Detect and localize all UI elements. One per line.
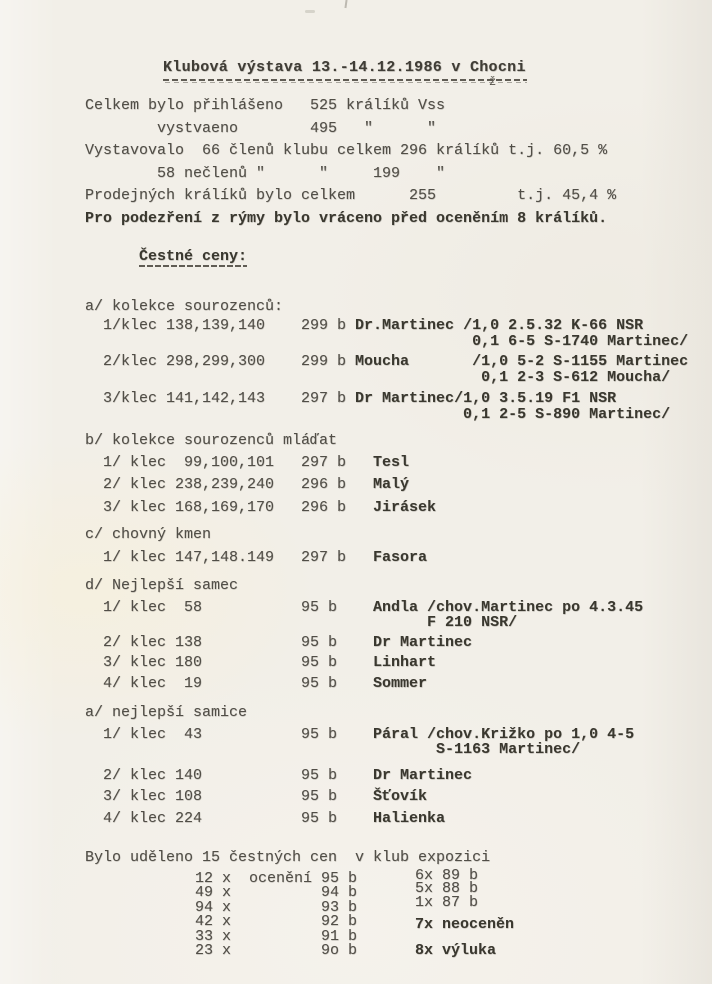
award-count-row: 33 x 91 b — [195, 927, 358, 945]
entry-row — [85, 811, 692, 827]
entry-left: 2/klec 298,299,300 299 b — [85, 353, 356, 370]
entry-name: Sommer — [373, 674, 428, 692]
entry-name: Andla /chov.Martinec po 4.3.45 — [373, 598, 644, 616]
entry-row — [85, 600, 692, 616]
entry-name: Páral /chov.Križko po 1,0 4-5 — [373, 725, 635, 743]
entry-name: Dr Martinec — [373, 766, 473, 784]
section-c — [85, 527, 692, 565]
title-underline — [163, 75, 527, 89]
entry-row — [85, 727, 692, 743]
entry-left: 3/klec 141,142,143 297 b — [85, 390, 356, 407]
entry-row — [85, 768, 692, 784]
entry-row — [85, 655, 692, 671]
entry-left: 2/ klec 138 95 b — [85, 633, 374, 651]
award-count-row: 94 x 93 b — [195, 898, 358, 916]
entry-name: Malý — [373, 476, 410, 493]
entry-left: 4/ klec 224 95 b — [85, 809, 374, 827]
stat-line: vystvaeno 495 " " — [85, 119, 437, 137]
section-e-heading: a/ nejlepší samice — [85, 704, 248, 721]
award-count-row: 49 x 94 b — [195, 884, 358, 902]
award-count-row: 42 x 92 b — [195, 913, 358, 931]
section-b — [85, 433, 692, 515]
entry-row — [85, 455, 692, 471]
entry-name: Jirásek — [373, 498, 437, 516]
stat-line: Vystavovalo 66 členů klubu celkem 296 králíků t.j. 60,5 % — [85, 142, 608, 159]
awards-table — [195, 866, 692, 960]
summary-stats — [85, 98, 692, 226]
award-extra-row: 1x 87 b — [415, 893, 479, 911]
entry-name: Dr Martinec — [373, 633, 473, 651]
section-e — [85, 705, 692, 826]
entry-name: Tesl — [373, 453, 410, 471]
entry-continuation: 0,1 2-5 S-890 Martinec/ — [85, 405, 671, 423]
section-b-heading: b/ kolekce sourozenců mláďat — [85, 432, 338, 449]
award-extra-row: 7x neoceněn — [415, 916, 515, 933]
entry-name: Šťovík — [373, 788, 428, 805]
entry-left: 1/ klec 43 95 b — [85, 725, 374, 743]
stat-line: Celkem bylo přihlášeno 525 králíků Vss — [85, 97, 446, 114]
entry-name: Moucha /1,0 5-2 S-1155 Martinec — [355, 353, 689, 370]
awards-summary-intro: Bylo uděleno 15 čestných cen v klub expozici — [85, 849, 491, 866]
stat-line: Pro podezření z rýmy bylo vráceno před oceněním 8 králíků. — [85, 209, 608, 227]
entry-left: 2/ klec 238,239,240 296 b — [85, 476, 374, 493]
entry-continuation: 0,1 2-3 S-612 Moucha/ — [85, 368, 671, 386]
entry-left: 3/ klec 168,169,170 296 b — [85, 498, 374, 516]
entry-continuation: F 210 NSR/ — [85, 614, 518, 631]
entry-row — [85, 676, 692, 692]
honors-heading: Čestné ceny: — [85, 233, 692, 283]
entry-continuation: 0,1 6-5 S-1740 Martinec/ — [85, 332, 689, 350]
entry-row — [85, 391, 692, 407]
section-a-heading: a/ kolekce sourozenců: — [85, 297, 284, 315]
entry-row — [85, 500, 692, 516]
stat-line: 58 nečlenů " " 199 " — [85, 164, 446, 182]
award-extra-row: 5x 88 b — [415, 880, 479, 897]
entry-name: Fasora — [373, 548, 428, 566]
award-count-row: 12 x ocenění 95 b — [195, 869, 358, 887]
entry-row — [85, 318, 692, 334]
entry-name: Linhart — [373, 654, 437, 671]
entry-left: 1/klec 138,139,140 299 b — [85, 317, 356, 334]
entry-name: Dr.Martinec /1,0 2.5.32 K-66 NSR — [355, 317, 644, 334]
entry-left: 1/ klec 58 95 b — [85, 598, 374, 616]
section-c-heading: c/ chovný kmen — [85, 526, 212, 543]
section-a — [85, 299, 692, 423]
entry-left: 2/ klec 140 95 b — [85, 766, 374, 784]
entry-left: 1/ klec 99,100,101 297 b — [85, 453, 374, 471]
stat-line: Prodejných králíků bylo celkem 255 t.j. 45,4 % — [85, 187, 617, 204]
entry-continuation: S-1163 Martinec/ — [85, 741, 581, 758]
entry-row — [85, 354, 692, 370]
entry-left: 1/ klec 147,148.149 297 b — [85, 548, 374, 566]
awards-summary — [85, 850, 692, 959]
awards-extra-column — [415, 866, 515, 959]
award-count-row: 23 x 9o b — [195, 942, 358, 960]
entry-name: Halienka — [373, 809, 446, 827]
document-title: Klubová výstava 13.-14.12.1986 v Chocni — [163, 59, 526, 76]
entry-row — [85, 550, 692, 566]
section-d — [85, 578, 692, 691]
award-extra-row: 8x výluka — [415, 941, 497, 959]
entry-row — [85, 477, 692, 493]
section-d-heading: d/ Nejlepší samec — [85, 577, 239, 594]
typed-artifact: ž — [489, 75, 497, 89]
entry-name: Dr Martinec/1,0 3.5.19 F1 NSR — [355, 390, 617, 407]
entry-left: 4/ klec 19 95 b — [85, 674, 374, 692]
entry-row — [85, 789, 692, 805]
entry-left: 3/ klec 180 95 b — [85, 654, 374, 671]
entry-left: 3/ klec 108 95 b — [85, 788, 374, 805]
title-block — [85, 58, 692, 89]
award-extra-row: 6x 89 b — [415, 866, 479, 884]
entry-row — [85, 635, 692, 651]
